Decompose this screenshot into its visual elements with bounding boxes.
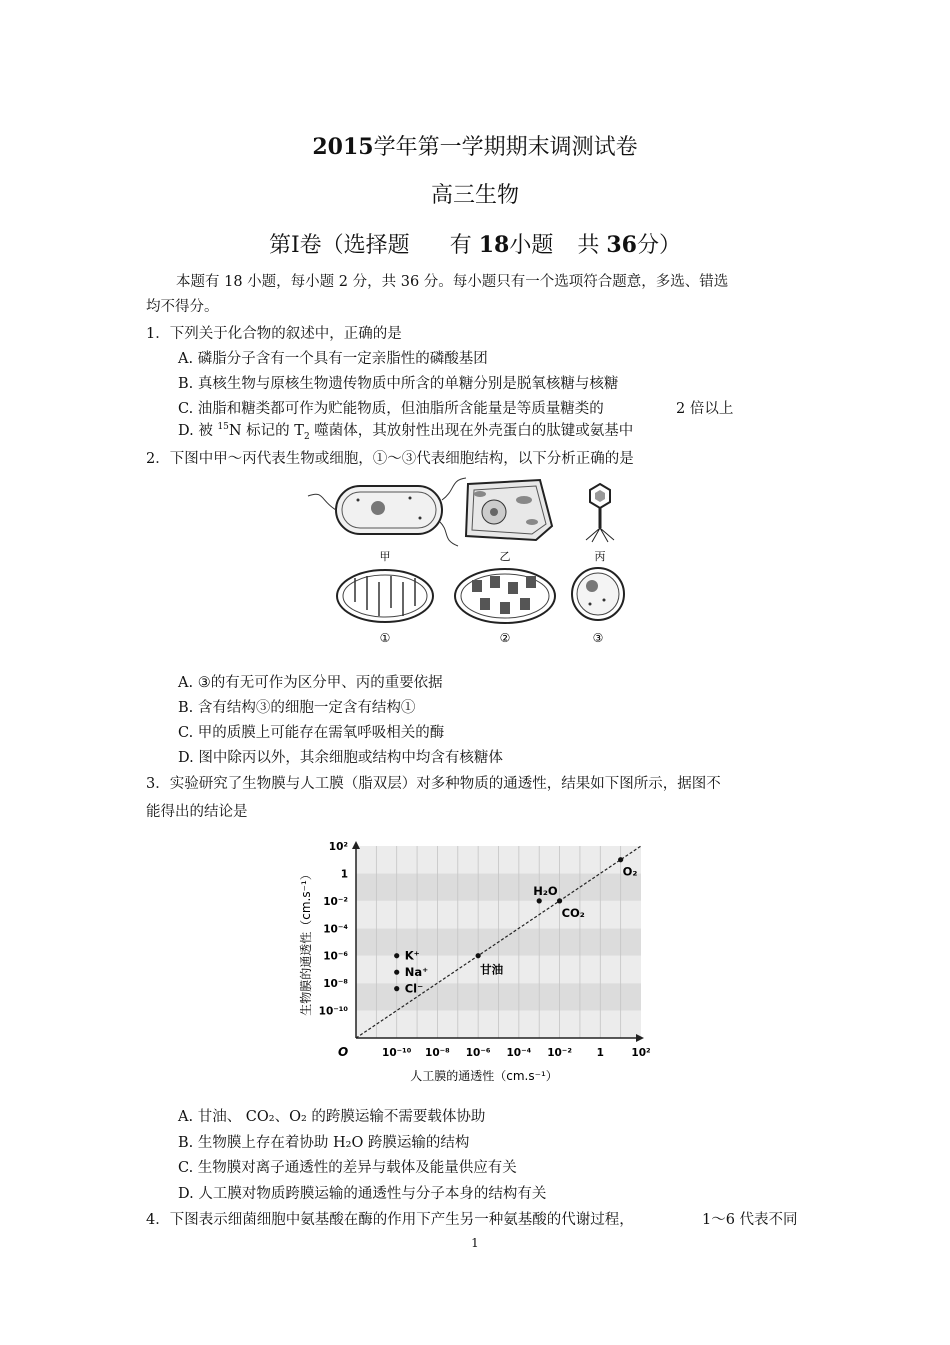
q1-option-c-tail: 2 倍以上 [676, 401, 734, 417]
chloroplast-illustration [455, 569, 555, 623]
label-structure-3: ③ [592, 631, 604, 645]
section-heading [0, 228, 950, 259]
q1-stem: 1．下列关于化合物的叙述中，正确的是 [146, 326, 402, 342]
plant-cell-illustration [466, 480, 552, 540]
x-tick-label: 10⁻⁶ [465, 1047, 491, 1059]
y-tick-label: 10⁻⁴ [323, 923, 348, 936]
q4-stem-tail: 1～6 代表不同 [702, 1212, 798, 1228]
q1-option-a: A. 磷脂分子含有一个具有一定亲脂性的磷酸基团 [178, 351, 488, 367]
q3-stem-line2: 能得出的结论是 [146, 804, 248, 820]
y-tick-label: 10⁻⁸ [323, 978, 348, 991]
mitochondrion-illustration [337, 570, 433, 622]
y-tick-label: 10⁻¹⁰ [318, 1005, 348, 1018]
bacteriophage-illustration [586, 484, 614, 542]
label-bing: 丙 [594, 550, 606, 563]
data-point-label: H₂O [533, 883, 558, 898]
data-point [394, 986, 399, 991]
q1-d-pre: D. 被 [178, 423, 218, 439]
data-point-label: 甘油 [480, 962, 504, 977]
q1-option-b: B. 真核生物与原核生物遗传物质中所含的单糖分别是脱氧核糖与核糖 [178, 376, 619, 392]
q1-option-c: C. 油脂和糖类都可作为贮能物质，但油脂所含能量是等质量糖类的 [178, 401, 604, 417]
exam-title-year: 2015 [312, 134, 374, 160]
x-tick-label: 10⁻⁸ [425, 1047, 450, 1059]
label-structure-2: ② [499, 631, 511, 645]
data-point-label: CO₂ [561, 905, 585, 920]
intro-line1: 本题有 18 小题，每小题 2 分，共 36 分。每小题只有一个选项符合题意，多选、错选 [176, 274, 729, 290]
x-tick-label: 1 [596, 1047, 604, 1059]
data-point-label: K⁺ [404, 948, 420, 963]
q1-d-post: 噬菌体，其放射性出现在外壳蛋白的肽键或氨基中 [309, 423, 634, 439]
x-tick-label: 10² [631, 1047, 651, 1059]
data-point-label: Cl⁻ [404, 981, 424, 996]
permeability-chart [296, 838, 651, 1090]
q1-d-sup: 15 [217, 422, 229, 433]
q3-option-c: C. 生物膜对离子通透性的差异与载体及能量供应有关 [178, 1160, 517, 1176]
q2-option-a: A. ③的有无可作为区分甲、丙的重要依据 [178, 675, 443, 691]
y-tick-label: 10⁻⁶ [323, 950, 348, 963]
q2-option-d: D. 图中除丙以外，其余细胞或结构中均含有核糖体 [178, 750, 503, 766]
q3-option-a: A. 甘油、 CO₂、O₂ 的跨膜运输不需要载体协助 [178, 1109, 486, 1125]
exam-title [0, 130, 950, 161]
data-point [557, 898, 562, 903]
section-heading-e: 共 [577, 233, 600, 258]
x-tick-label: 10⁻² [547, 1047, 572, 1059]
data-point-label: O₂ [622, 864, 638, 879]
q4-stem: 4．下图表示细菌细胞中氨基酸在酶的作用下产生另一种氨基酸的代谢过程， [146, 1212, 634, 1228]
data-point [476, 953, 481, 958]
data-point [618, 857, 623, 862]
section-heading-a: 第Ⅰ卷（选择题 [268, 233, 410, 258]
x-tick-label: 10⁻¹⁰ [382, 1047, 412, 1059]
q3-option-d: D. 人工膜对物质跨膜运输的通透性与分子本身的结构有关 [178, 1186, 547, 1202]
q1-d-mid: N 标记的 T [228, 423, 304, 439]
cell-structures-figure [300, 470, 650, 650]
q3-stem-line1: 3．实验研究了生物膜与人工膜（脂双层）对多种物质的通透性，结果如下图所示，据图不 [146, 776, 721, 792]
q2-option-c: C. 甲的质膜上可能存在需氧呼吸相关的酶 [178, 725, 445, 741]
q2-stem: 2．下图中甲～丙代表生物或细胞，①～③代表细胞结构，以下分析正确的是 [146, 451, 634, 467]
y-axis-label: 生物膜的通透性（cm.s⁻¹） [299, 868, 313, 1016]
q3-option-b: B. 生物膜上存在着协助 H₂O 跨膜运输的结构 [178, 1135, 470, 1151]
bacterium-illustration [308, 478, 466, 546]
q1-d-sub: 2 [303, 431, 310, 442]
section-heading-d: 小题 [509, 233, 554, 258]
x-tick-label: 10⁻⁴ [506, 1047, 532, 1059]
q1-option-d [178, 419, 633, 442]
y-tick-label: 1 [340, 868, 348, 881]
section-heading-score: 36 [606, 232, 637, 258]
exam-subtitle: 高三生物 [430, 183, 519, 208]
data-point [394, 953, 399, 958]
intro-line2: 均不得分。 [146, 299, 219, 315]
section-heading-count: 18 [478, 232, 510, 258]
data-point [394, 970, 399, 975]
y-axis-arrow [352, 841, 360, 849]
label-structure-1: ① [379, 631, 391, 645]
label-jia: 甲 [379, 550, 391, 563]
y-tick-label: 10² [328, 841, 348, 853]
origin-label: O [338, 1045, 349, 1059]
x-axis-label: 人工膜的通透性（cm.s⁻¹） [410, 1069, 558, 1083]
data-point-label: Na⁺ [404, 965, 429, 980]
exam-title-text: 学年第一学期期末调测试卷 [373, 135, 638, 160]
nucleus-illustration [572, 568, 624, 620]
section-heading-g: 分） [636, 233, 681, 258]
y-tick-label: 10⁻² [323, 895, 348, 908]
page-number: 1 [471, 1236, 479, 1250]
q2-option-b: B. 含有结构③的细胞一定含有结构① [178, 700, 416, 716]
section-heading-b: 有 [449, 233, 472, 258]
data-point [537, 898, 542, 903]
label-yi: 乙 [499, 550, 511, 563]
